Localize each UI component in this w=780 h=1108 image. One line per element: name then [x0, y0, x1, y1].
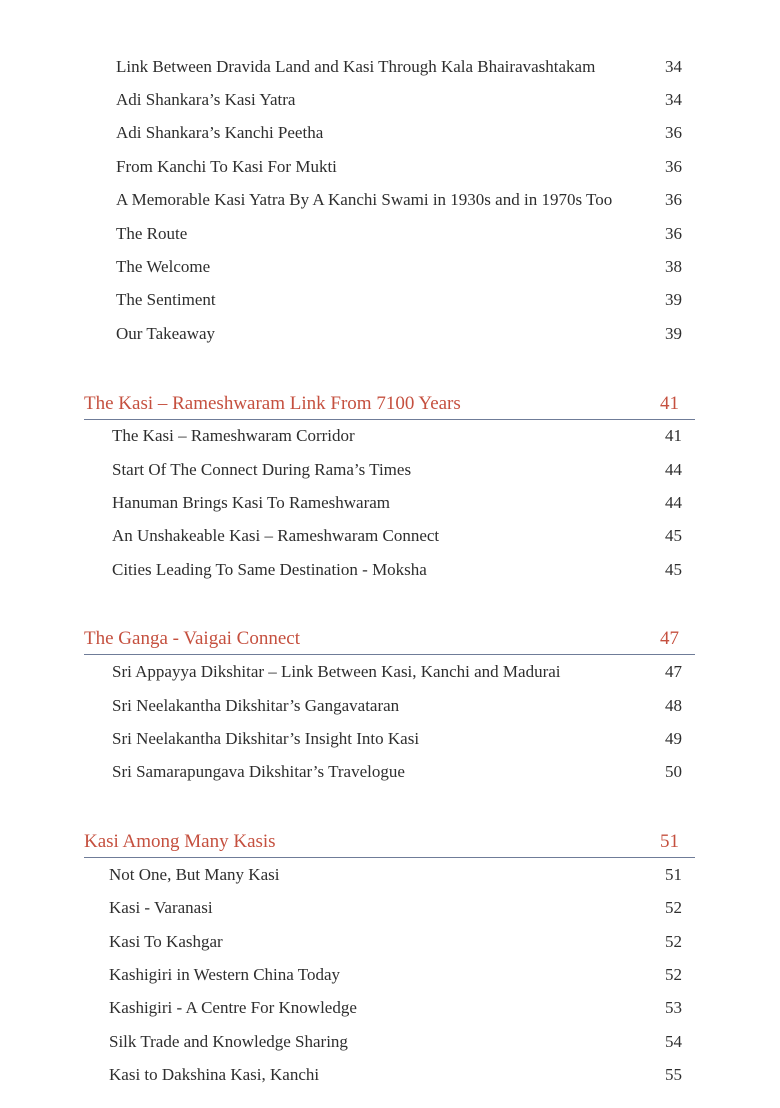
toc-entry: [84, 317, 695, 350]
entry-title: The Welcome: [116, 257, 211, 277]
toc-entry: [84, 184, 695, 217]
entry-page: 34: [665, 90, 682, 110]
toc-entry: [84, 250, 695, 283]
entry-title: An Unshakeable Kasi – Rameshwaram Connect: [112, 526, 440, 546]
entry-title: Sri Appayya Dikshitar – Link Between Kasi, Kanchi and Madurai: [112, 662, 561, 682]
chapter-page: 51: [660, 831, 679, 853]
chapter-title: The Kasi – Rameshwaram Link From 7100 Years: [84, 392, 461, 414]
toc-section: [84, 50, 695, 351]
toc-entry: [84, 553, 695, 586]
entry-page: 36: [665, 223, 682, 243]
entry-page: 47: [665, 662, 682, 682]
entry-title: Adi Shankara’s Kanchi Peetha: [116, 123, 324, 143]
chapter-heading: [84, 624, 695, 655]
entry-title: A Memorable Kasi Yatra By A Kanchi Swami in 1930s and in 1970s Too: [116, 190, 613, 210]
entry-page: 39: [665, 290, 682, 310]
entry-title: Our Takeaway: [116, 323, 216, 343]
toc-entry: [84, 891, 695, 924]
toc-entry: [84, 83, 695, 116]
entry-page: 36: [665, 156, 682, 176]
toc-entry: [84, 756, 695, 789]
entry-title: Sri Neelakantha Dikshitar’s Insight Into Kasi: [112, 728, 420, 748]
toc-entry: [84, 520, 695, 553]
entry-title: Not One, But Many Kasi: [109, 864, 280, 884]
chapter-title: The Ganga - Vaigai Connect: [84, 628, 300, 650]
toc-entry: [84, 117, 695, 150]
entry-page: 51: [665, 864, 682, 884]
entry-page: 45: [665, 559, 682, 579]
entry-title: Link Between Dravida Land and Kasi Through Kala Bhairavashtakam: [116, 56, 596, 76]
entry-title: Cities Leading To Same Destination - Moksha: [112, 559, 427, 579]
entry-title: Hanuman Brings Kasi To Rameshwaram: [112, 492, 391, 512]
entry-title: Kasi To Kashgar: [109, 931, 223, 951]
toc-section: [84, 389, 695, 587]
entry-page: 39: [665, 323, 682, 343]
entry-title: Adi Shankara’s Kasi Yatra: [116, 90, 296, 110]
entry-page: 34: [665, 56, 682, 76]
toc-entry: [84, 486, 695, 519]
entry-page: 36: [665, 123, 682, 143]
entry-title: Sri Samarapungava Dikshitar’s Travelogue: [112, 762, 405, 782]
entry-title: Kasi to Dakshina Kasi, Kanchi: [109, 1065, 320, 1085]
entry-page: 49: [665, 728, 682, 748]
toc-entry: [84, 722, 695, 755]
chapter-title: Kasi Among Many Kasis: [84, 831, 276, 853]
entry-title: Kasi - Varanasi: [109, 898, 213, 918]
entry-page: 52: [665, 964, 682, 984]
entry-page: 45: [665, 526, 682, 546]
toc-section: [84, 624, 695, 789]
toc-entry: [84, 958, 695, 991]
toc-entry: [84, 284, 695, 317]
entry-title: The Kasi – Rameshwaram Corridor: [112, 426, 355, 446]
chapter-heading: [84, 827, 695, 858]
toc-entry: [84, 1025, 695, 1058]
toc-entry: [84, 453, 695, 486]
toc-entry: [84, 655, 695, 688]
entry-title: The Sentiment: [116, 290, 216, 310]
toc-entry: [84, 50, 695, 83]
toc-section: [84, 827, 695, 1092]
toc-entry: [84, 858, 695, 891]
entry-page: 52: [665, 898, 682, 918]
toc-entry: [84, 150, 695, 183]
toc-entry: [84, 689, 695, 722]
entry-title: Start Of The Connect During Rama’s Times: [112, 459, 412, 479]
entry-title: Kashigiri - A Centre For Knowledge: [109, 998, 357, 1018]
entry-page: 50: [665, 762, 682, 782]
table-of-contents: [84, 50, 695, 1092]
entry-title: Kashigiri in Western China Today: [109, 964, 341, 984]
toc-entry: [84, 1058, 695, 1091]
chapter-page: 47: [660, 628, 679, 650]
entry-title: Sri Neelakantha Dikshitar’s Gangavataran: [112, 695, 400, 715]
entry-title: Silk Trade and Knowledge Sharing: [109, 1031, 348, 1051]
entry-title: From Kanchi To Kasi For Mukti: [116, 156, 337, 176]
toc-entry: [84, 217, 695, 250]
entry-page: 44: [665, 492, 682, 512]
toc-entry: [84, 992, 695, 1025]
entry-page: 44: [665, 459, 682, 479]
entry-page: 48: [665, 695, 682, 715]
toc-entry: [84, 420, 695, 453]
entry-page: 54: [665, 1031, 682, 1051]
entry-page: 52: [665, 931, 682, 951]
entry-page: 38: [665, 257, 682, 277]
chapter-heading: [84, 389, 695, 420]
entry-page: 53: [665, 998, 682, 1018]
entry-page: 55: [665, 1065, 682, 1085]
entry-title: The Route: [116, 223, 188, 243]
toc-entry: [84, 925, 695, 958]
entry-page: 36: [665, 190, 682, 210]
entry-page: 41: [665, 426, 682, 446]
chapter-page: 41: [660, 392, 679, 414]
